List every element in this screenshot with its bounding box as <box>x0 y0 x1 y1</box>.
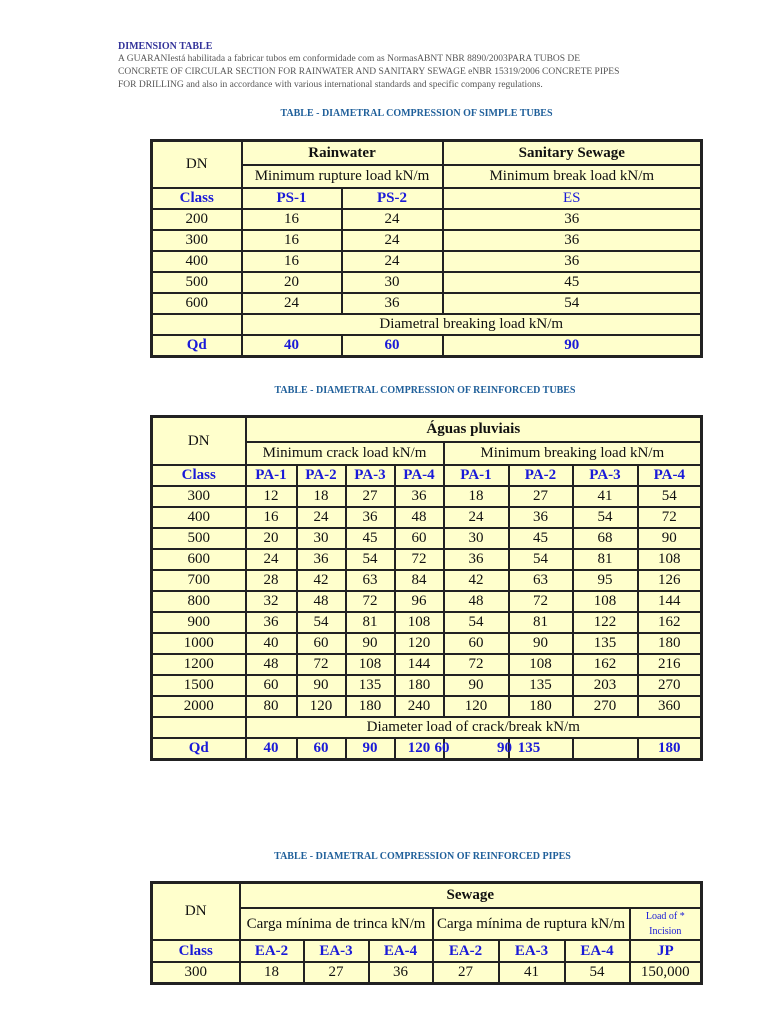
value-cell: 90 <box>509 633 573 654</box>
value-cell: 63 <box>346 570 395 591</box>
value-cell: 20 <box>242 272 342 293</box>
qd-label: Qd <box>152 738 246 760</box>
value-cell: 42 <box>444 570 509 591</box>
aguas-pluviais-header: Águas pluviais <box>246 417 702 443</box>
rainwater-header: Rainwater <box>242 141 443 166</box>
table-row <box>152 962 702 984</box>
value-cell: 180 <box>346 696 395 717</box>
header-row <box>152 883 702 909</box>
value-cell: 360 <box>638 696 702 717</box>
dn-cell: 300 <box>152 486 246 507</box>
value-cell: 68 <box>573 528 638 549</box>
qd-value: 90 <box>346 738 395 760</box>
class-cell: EA-3 <box>304 940 369 962</box>
dn-header: DN <box>152 417 246 466</box>
value-cell: 24 <box>297 507 346 528</box>
table-header <box>152 883 702 963</box>
value-cell: 144 <box>638 591 702 612</box>
table-row <box>152 696 702 717</box>
value-cell: 16 <box>246 507 297 528</box>
value-cell: 60 <box>395 528 444 549</box>
value-cell: 54 <box>565 962 630 984</box>
table-row <box>152 272 702 293</box>
value-cell: 180 <box>509 696 573 717</box>
empty-cell <box>152 314 242 335</box>
value-cell: 24 <box>242 293 342 314</box>
value-cell: 240 <box>395 696 444 717</box>
value-cell: 120 <box>395 633 444 654</box>
value-cell: 90 <box>638 528 702 549</box>
class-cell: PA-4 <box>395 465 444 486</box>
qd-value: 60 <box>297 738 346 760</box>
footer-row <box>152 717 702 738</box>
value-cell: 16 <box>242 209 342 230</box>
table-header <box>152 141 702 210</box>
value-cell: 36 <box>443 209 702 230</box>
reinforced-tubes-caption: TABLE - DIAMETRAL COMPRESSION OF REINFORCED TUBES <box>274 385 576 396</box>
value-cell: 120 <box>444 696 509 717</box>
value-cell: 18 <box>240 962 304 984</box>
value-cell: 72 <box>638 507 702 528</box>
footer-row <box>152 314 702 335</box>
value-cell: 28 <box>246 570 297 591</box>
table-row <box>152 293 702 314</box>
dn-cell: 300 <box>152 230 242 251</box>
value-cell: 27 <box>433 962 499 984</box>
value-cell: 32 <box>246 591 297 612</box>
value-cell: 36 <box>443 230 702 251</box>
load-header: Carga mínima de ruptura kN/m <box>433 908 630 940</box>
load-header: Minimum rupture load kN/m <box>242 165 443 188</box>
value-cell: 54 <box>573 507 638 528</box>
value-cell: 30 <box>342 272 443 293</box>
value-cell: 40 <box>246 633 297 654</box>
value-cell: 95 <box>573 570 638 591</box>
value-cell: 122 <box>573 612 638 633</box>
class-cell: PS-2 <box>342 188 443 209</box>
table-row <box>152 633 702 654</box>
value-cell: 135 <box>509 675 573 696</box>
table-row <box>152 612 702 633</box>
value-cell: 80 <box>246 696 297 717</box>
class-row <box>152 940 702 962</box>
value-cell: 108 <box>509 654 573 675</box>
dn-cell: 1000 <box>152 633 246 654</box>
value-cell: 96 <box>395 591 444 612</box>
table-header <box>152 417 702 487</box>
class-cell: PA-2 <box>297 465 346 486</box>
value-cell: 36 <box>444 549 509 570</box>
value-cell: 90 <box>297 675 346 696</box>
table-footer <box>152 717 702 760</box>
table-row <box>152 675 702 696</box>
qd-value: 180 <box>638 738 702 760</box>
value-cell: 90 <box>444 675 509 696</box>
simple-tubes-table <box>150 139 703 358</box>
empty-cell <box>152 717 246 738</box>
value-cell: 72 <box>395 549 444 570</box>
value-cell: 162 <box>638 612 702 633</box>
class-row <box>152 188 702 209</box>
qd-value: 135 <box>517 740 541 756</box>
class-cell: EA-3 <box>499 940 565 962</box>
dn-cell: 1200 <box>152 654 246 675</box>
class-cell: PA-3 <box>573 465 638 486</box>
incision-load-header: Load of * Incision <box>630 908 702 940</box>
value-cell: 63 <box>509 570 573 591</box>
value-cell: 27 <box>346 486 395 507</box>
intro-paragraph <box>118 53 619 92</box>
intro-line: CONCRETE OF CIRCULAR SECTION FOR RAINWATER AND SANITARY SEWAGE eNBR 15319/2006 CONCRETE PIPES <box>118 67 620 77</box>
value-cell: 20 <box>246 528 297 549</box>
header-row <box>152 141 702 166</box>
dn-cell: 500 <box>152 528 246 549</box>
value-cell: 18 <box>297 486 346 507</box>
class-cell: EA-4 <box>369 940 433 962</box>
value-cell: 150,000 <box>630 962 702 984</box>
value-cell: 60 <box>444 633 509 654</box>
value-cell: 36 <box>443 251 702 272</box>
reinforced-pipes-caption: TABLE - DIAMETRAL COMPRESSION OF REINFORCED PIPES <box>274 851 571 862</box>
table-row <box>152 654 702 675</box>
qd-value: 60 <box>342 335 443 357</box>
class-cell: PA-1 <box>246 465 297 486</box>
table-row <box>152 570 702 591</box>
intro-line: FOR DRILLING and also in accordance with various international standards and specific company regulations. <box>118 80 543 90</box>
document-title: DIMENSION TABLE <box>118 41 213 52</box>
value-cell: 108 <box>573 591 638 612</box>
qd-cell <box>517 738 638 760</box>
value-cell: 216 <box>638 654 702 675</box>
value-cell: 60 <box>297 633 346 654</box>
dn-cell: 600 <box>152 549 246 570</box>
qd-value: 40 <box>246 738 297 760</box>
dn-cell: 400 <box>152 251 242 272</box>
reinforced-pipes-table <box>150 881 703 985</box>
footer-label: Diameter load of crack/break kN/m <box>246 717 702 738</box>
value-cell: 24 <box>342 209 443 230</box>
class-cell: EA-2 <box>240 940 304 962</box>
value-cell: 60 <box>246 675 297 696</box>
value-cell: 108 <box>638 549 702 570</box>
value-cell: 48 <box>444 591 509 612</box>
value-cell: 30 <box>444 528 509 549</box>
qd-row <box>152 738 702 760</box>
class-cell: ES <box>443 188 702 209</box>
value-cell: 135 <box>346 675 395 696</box>
dn-header: DN <box>152 883 240 941</box>
load-header: Minimum crack load kN/m <box>246 442 444 465</box>
value-cell: 72 <box>346 591 395 612</box>
qd-value: 60 <box>434 740 450 756</box>
value-cell: 45 <box>346 528 395 549</box>
table-row <box>152 209 702 230</box>
value-cell: 45 <box>443 272 702 293</box>
dn-cell: 700 <box>152 570 246 591</box>
class-cell: PA-3 <box>346 465 395 486</box>
value-cell: 27 <box>509 486 573 507</box>
dn-cell: 900 <box>152 612 246 633</box>
value-cell: 54 <box>444 612 509 633</box>
value-cell: 120 <box>297 696 346 717</box>
class-cell: EA-4 <box>565 940 630 962</box>
table-body <box>152 209 702 314</box>
sewage-header: Sewage <box>240 883 702 909</box>
reinforced-tubes-table <box>150 415 703 761</box>
value-cell: 48 <box>246 654 297 675</box>
class-cell: EA-2 <box>433 940 499 962</box>
table-row <box>152 591 702 612</box>
value-cell: 81 <box>509 612 573 633</box>
qd-value: 40 <box>242 335 342 357</box>
value-cell: 27 <box>304 962 369 984</box>
class-label: Class <box>152 188 242 209</box>
class-cell: PS-1 <box>242 188 342 209</box>
value-cell: 72 <box>444 654 509 675</box>
load-header: Carga mínima de trinca kN/m <box>240 908 433 940</box>
qd-value: 90 <box>443 335 702 357</box>
value-cell: 24 <box>342 251 443 272</box>
value-cell: 81 <box>346 612 395 633</box>
value-cell: 41 <box>499 962 565 984</box>
value-cell: 90 <box>346 633 395 654</box>
value-cell: 54 <box>443 293 702 314</box>
value-cell: 12 <box>246 486 297 507</box>
dn-cell: 2000 <box>152 696 246 717</box>
value-cell: 30 <box>297 528 346 549</box>
class-cell: JP <box>630 940 702 962</box>
value-cell: 270 <box>638 675 702 696</box>
value-cell: 24 <box>444 507 509 528</box>
value-cell: 162 <box>573 654 638 675</box>
dn-cell: 500 <box>152 272 242 293</box>
value-cell: 270 <box>573 696 638 717</box>
footer-label: Diametral breaking load kN/m <box>242 314 702 335</box>
value-cell: 36 <box>369 962 433 984</box>
qd-value: 120 <box>395 738 444 760</box>
class-label: Class <box>152 465 246 486</box>
header-row <box>152 417 702 443</box>
value-cell: 36 <box>297 549 346 570</box>
dn-cell: 600 <box>152 293 242 314</box>
value-cell: 144 <box>395 654 444 675</box>
value-cell: 54 <box>509 549 573 570</box>
value-cell: 24 <box>342 230 443 251</box>
value-cell: 41 <box>573 486 638 507</box>
dn-cell: 1500 <box>152 675 246 696</box>
dn-header: DN <box>152 141 242 189</box>
value-cell: 16 <box>242 251 342 272</box>
dn-cell: 400 <box>152 507 246 528</box>
value-cell: 42 <box>297 570 346 591</box>
table-row <box>152 230 702 251</box>
value-cell: 180 <box>395 675 444 696</box>
table-body <box>152 962 702 984</box>
value-cell: 54 <box>297 612 346 633</box>
value-cell: 18 <box>444 486 509 507</box>
value-cell: 36 <box>395 486 444 507</box>
value-cell: 54 <box>638 486 702 507</box>
value-cell: 203 <box>573 675 638 696</box>
simple-tubes-caption: TABLE - DIAMETRAL COMPRESSION OF SIMPLE TUBES <box>280 108 553 119</box>
value-cell: 84 <box>395 570 444 591</box>
value-cell: 54 <box>346 549 395 570</box>
dn-cell: 200 <box>152 209 242 230</box>
qd-value: 90 <box>497 740 512 756</box>
intro-line: A GUARANIestá habilitada a fabricar tubos em conformidade com as NormasABNT NBR 8890/2003PARA TUBOS DE <box>118 54 581 64</box>
value-cell: 135 <box>573 633 638 654</box>
value-cell: 48 <box>395 507 444 528</box>
value-cell: 48 <box>297 591 346 612</box>
value-cell: 81 <box>573 549 638 570</box>
class-cell: PA-2 <box>509 465 573 486</box>
value-cell: 45 <box>509 528 573 549</box>
load-header: Minimum breaking load kN/m <box>444 442 702 465</box>
value-cell: 16 <box>242 230 342 251</box>
value-cell: 108 <box>346 654 395 675</box>
dn-cell: 300 <box>152 962 240 984</box>
table-row <box>152 486 702 507</box>
value-cell: 36 <box>246 612 297 633</box>
value-cell: 24 <box>246 549 297 570</box>
value-cell: 36 <box>342 293 443 314</box>
class-cell: PA-1 <box>444 465 509 486</box>
value-cell: 36 <box>346 507 395 528</box>
load-header: Minimum break load kN/m <box>443 165 702 188</box>
value-cell: 72 <box>297 654 346 675</box>
class-row <box>152 465 702 486</box>
table-row <box>152 528 702 549</box>
value-cell: 72 <box>509 591 573 612</box>
class-cell: PA-4 <box>638 465 702 486</box>
value-cell: 36 <box>509 507 573 528</box>
value-cell: 126 <box>638 570 702 591</box>
table-row <box>152 251 702 272</box>
value-cell: 108 <box>395 612 444 633</box>
table-row <box>152 507 702 528</box>
qd-row <box>152 335 702 357</box>
qd-label: Qd <box>152 335 242 357</box>
dn-cell: 800 <box>152 591 246 612</box>
sanitary-sewage-header: Sanitary Sewage <box>443 141 702 166</box>
table-body <box>152 486 702 717</box>
value-cell: 180 <box>638 633 702 654</box>
table-row <box>152 549 702 570</box>
class-label: Class <box>152 940 240 962</box>
table-footer <box>152 314 702 357</box>
